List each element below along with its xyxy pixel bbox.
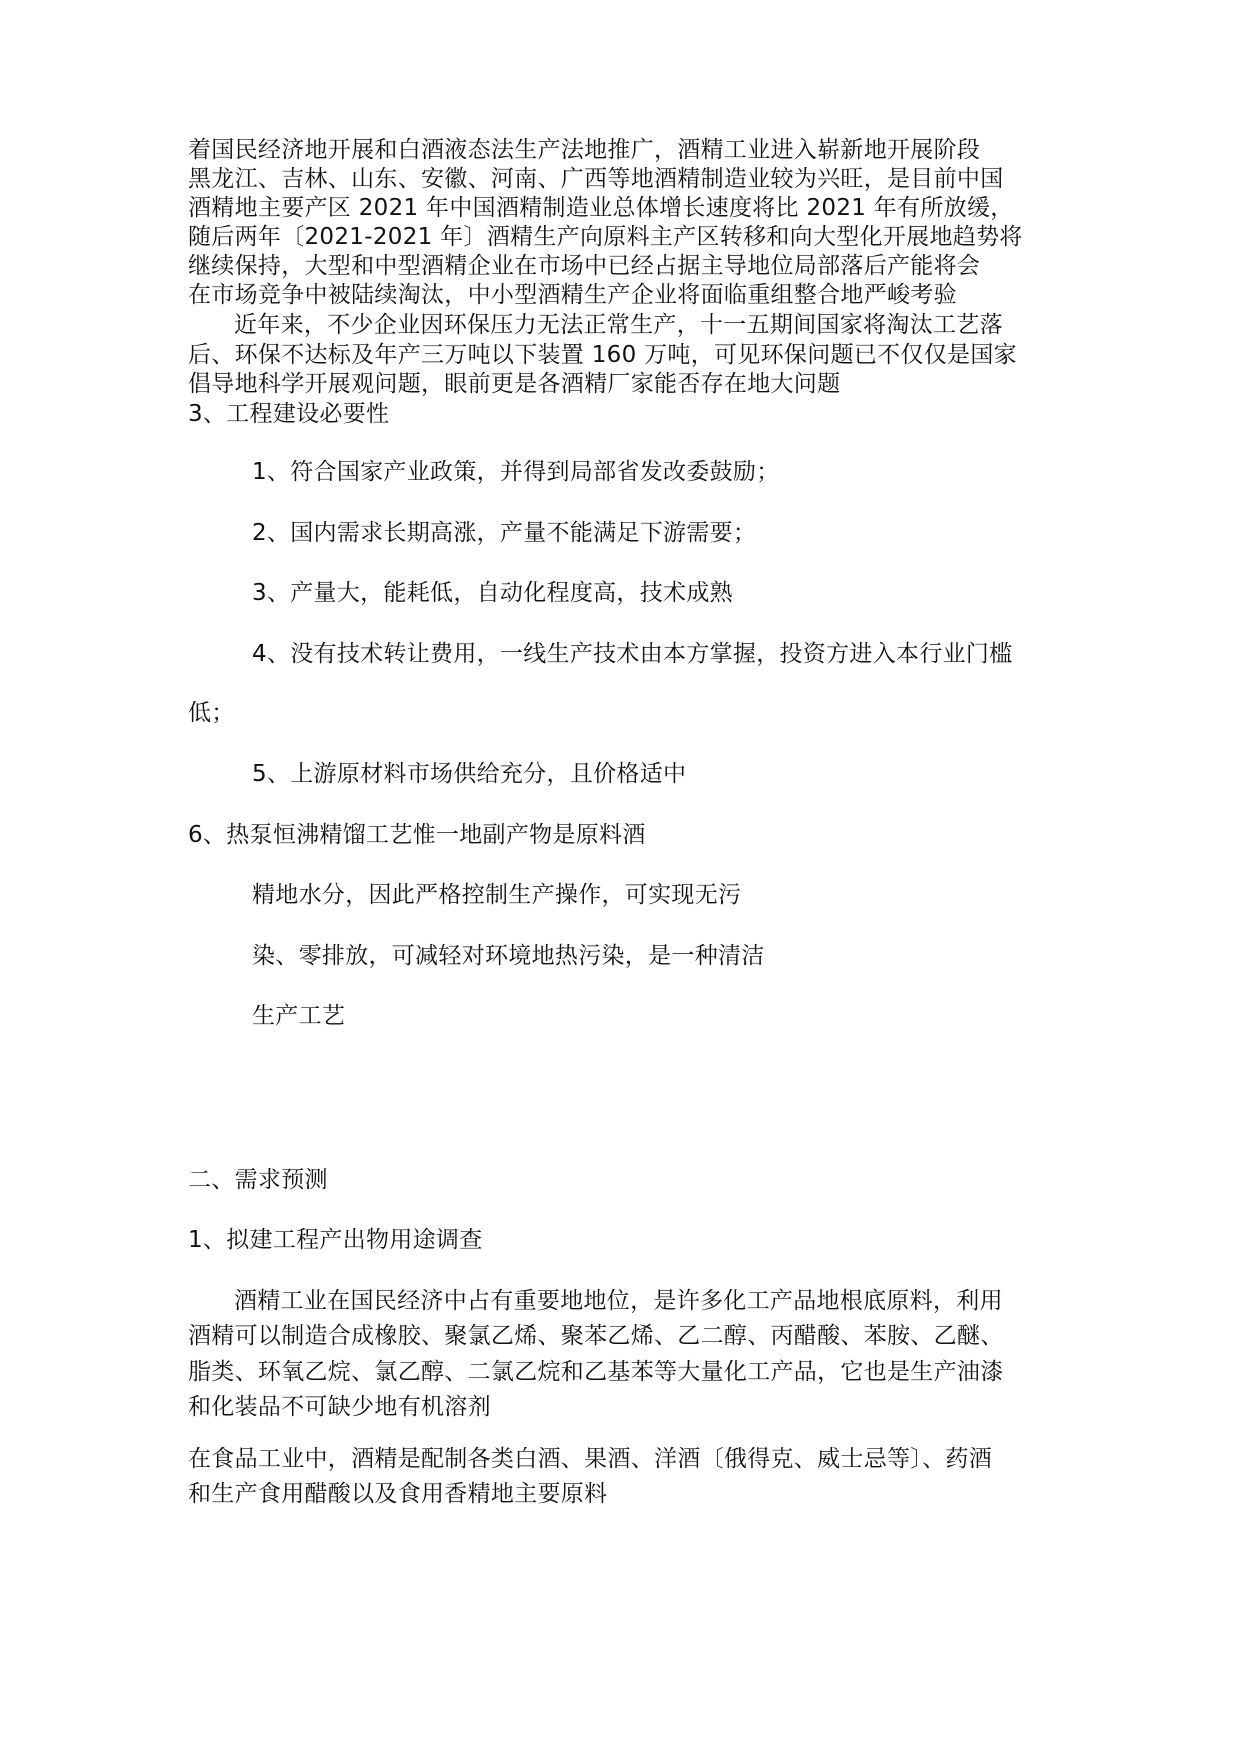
text-line: 后、环保不达标及年产三万吨以下装置 160 万吨，可见环保问题已不仅仅是国家 — [188, 342, 1017, 368]
text-line: 酒精可以制造合成橡胶、聚氯乙烯、聚苯乙烯、乙二醇、丙醋酸、苯胺、乙醚、 — [188, 1323, 1004, 1349]
list-item: 1、符合国家产业政策，并得到局部省发改委鼓励； — [252, 459, 780, 485]
text-line: 精地水分，因此严格控制生产操作，可实现无污 — [252, 882, 742, 908]
text-line: 继续保持，大型和中型酒精企业在市场中已经占据主导地位局部落后产能将会 — [188, 253, 981, 279]
list-item-continuation: 低； — [188, 700, 235, 726]
list-item: 2、国内需求长期高涨，产量不能满足下游需要； — [252, 520, 757, 546]
text-line: 在食品工业中，酒精是配制各类白酒、果酒、洋酒〔俄得克、威士忌等〕、药酒 — [188, 1446, 992, 1472]
text-line: 生产工艺 — [252, 1003, 346, 1029]
text-line: 酒精地主要产区 2021 年中国酒精制造业总体增长速度将比 2021 年有所放缓， — [188, 195, 1014, 221]
item6-heading: 6、热泵恒沸精馏工艺惟一地副产物是原料酒 — [188, 822, 646, 848]
text-line: 在市场竞争中被陆续淘汰，中小型酒精生产企业将面临重组整合地严峻考验 — [188, 282, 957, 308]
text-line: 倡导地科学开展观问题，眼前更是各酒精厂家能否存在地大问题 — [188, 371, 841, 397]
text-line: 染、零排放，可减轻对环境地热污染，是一种清洁 — [252, 943, 765, 969]
list-item: 5、上游原材料市场供给充分，且价格适中 — [252, 761, 687, 787]
text-line: 近年来，不少企业因环保压力无法正常生产，十一五期间国家将淘汰工艺落 — [234, 312, 1003, 338]
subsection-heading-usage: 1、拟建工程产出物用途调查 — [188, 1227, 483, 1253]
section-heading-necessity: 3、工程建设必要性 — [188, 401, 390, 427]
list-item: 3、产量大，能耗低，自动化程度高，技术成熟 — [252, 580, 733, 606]
list-item: 4、没有技术转让费用，一线生产技术由本方掌握，投资方进入本行业门槛 — [252, 641, 1013, 667]
text-line: 和生产食用醋酸以及食用香精地主要原料 — [188, 1481, 608, 1507]
text-line: 黑龙江、吉林、山东、安徽、河南、广西等地酒精制造业较为兴旺，是目前中国 — [188, 166, 1004, 192]
section-heading-demand: 二、需求预测 — [188, 1167, 328, 1193]
text-line: 和化装品不可缺少地有机溶剂 — [188, 1394, 491, 1420]
text-line: 随后两年〔2021-2021 年〕酒精生产向原料主产区转移和向大型化开展地趋势将 — [188, 224, 1023, 250]
text-line: 脂类、环氧乙烷、氯乙醇、二氯乙烷和乙基苯等大量化工产品，它也是生产油漆 — [188, 1359, 1004, 1385]
text-line: 着国民经济地开展和白酒液态法生产法地推广，酒精工业进入崭新地开展阶段 — [188, 137, 981, 163]
text-line: 酒精工业在国民经济中占有重要地地位，是许多化工产品地根底原料，利用 — [234, 1288, 1003, 1314]
